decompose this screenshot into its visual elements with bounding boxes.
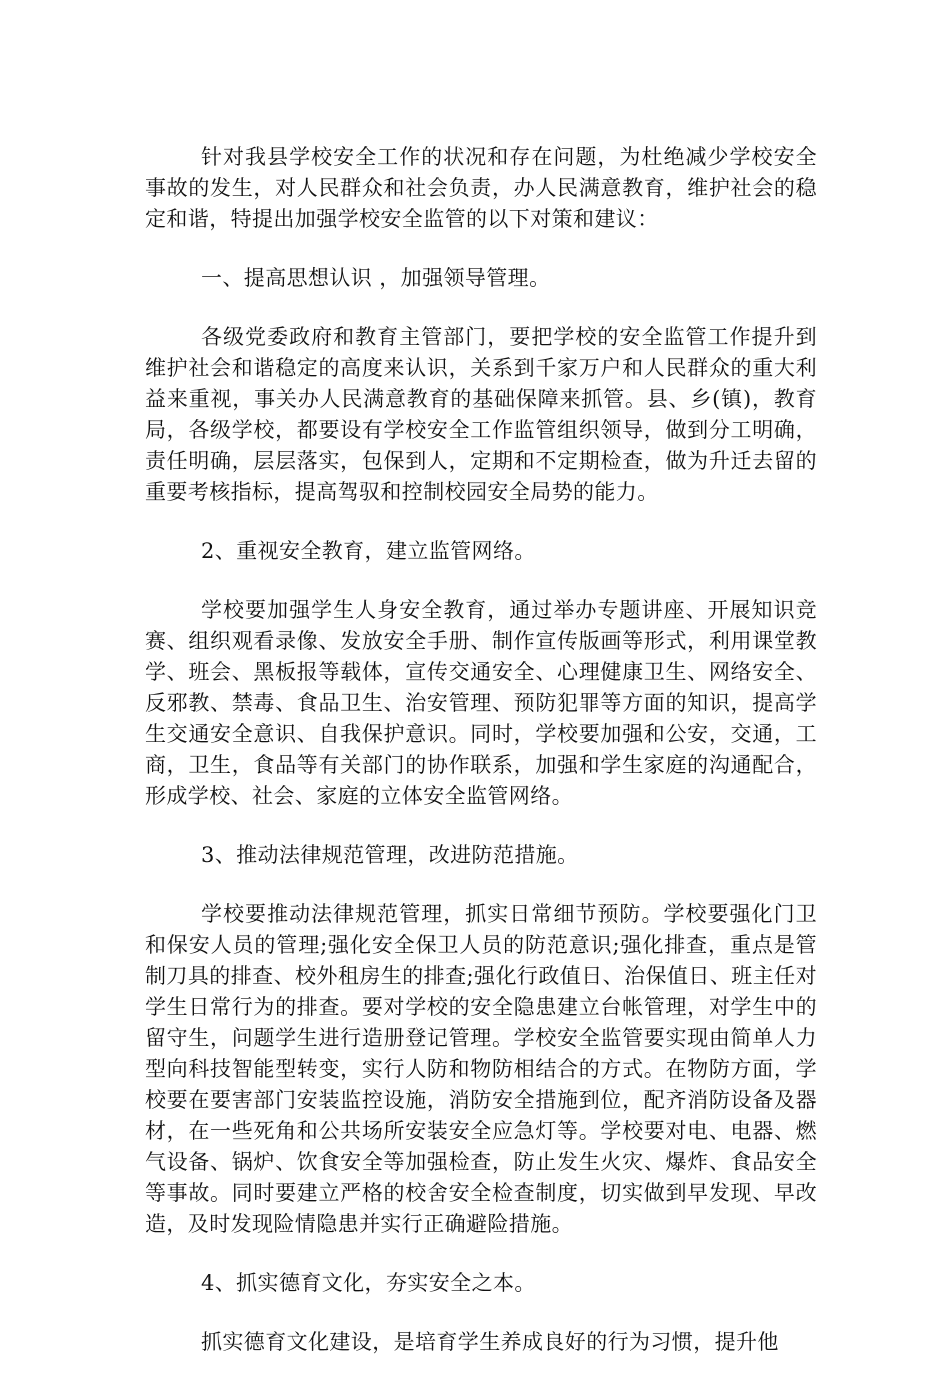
section-heading-4: 4、抓实德育文化，夯实安全之本。 xyxy=(201,1271,536,1295)
section-paragraph-1: 各级党委政府和教育主管部门，要把学校的安全监管工作提升到维护社会和谐稳定的高度来认识，关系到千家万户和人民群众的重大利益来重视，事关办人民满意教育的基础保障来抓管。县、乡(镇)，教育局，各级学校，都要设有学校安全工作监管组织领导，做到分工明确，责任明确，层层落实，包保到人，定期和不定期检查，做为升迁去留的重要考核指标，提高驾驭和控制校园安全局势的能力。 xyxy=(145,325,817,504)
section-heading-3: 3、推动法律规范管理，改进防范措施。 xyxy=(201,843,579,867)
document-body xyxy=(145,142,817,1386)
section-paragraph-4: 抓实德育文化建设，是培育学生养成良好的行为习惯，提升他 xyxy=(201,1330,779,1354)
section-paragraph-2: 学校要加强学生人身安全教育，通过举办专题讲座、开展知识竞赛、组织观看录像、发放安全手册、制作宣传版画等形式，利用课堂教学、班会、黑板报等载体，宣传交通安全、心理健康卫生、网络安全、反邪教、禁毒、食品卫生、治安管理、预防犯罪等方面的知识，提高学生交通安全意识、自我保护意识。同时，学校要加强和公安，交通，工商，卫生，食品等有关部门的协作联系，加强和学生家庭的沟通配合，形成学校、社会、家庭的立体安全监管网络。 xyxy=(145,598,817,808)
section-heading-1: 一、提高思想认识 ，加强领导管理。 xyxy=(201,266,551,290)
section-paragraph-3: 学校要推动法律规范管理，抓实日常细节预防。学校要强化门卫和保安人员的管理;强化安全保卫人员的防范意识;强化排查，重点是管制刀具的排查、校外租房生的排查;强化行政值日、治保值日、班主任对学生日常行为的排查。要对学校的安全隐患建立台帐管理，对学生中的留守生，问题学生进行造册登记管理。学校安全监管要实现由简单人力型向科技智能型转变，实行人防和物防相结合的方式。在物防方面，学校要在要害部门安装监控设施，消防安全措施到位，配齐消防设备及器材，在一些死角和公共场所安装安全应急灯等。学校要对电、电器、燃气设备、锅炉、饮食安全等加强检查，防止发生火灾、爆炸、食品安全等事故。同时要建立严格的校舍安全检查制度，切实做到早发现、早改造，及时发现险情隐患并实行正确避险措施。 xyxy=(145,902,817,1236)
section-heading-2: 2、重视安全教育，建立监管网络。 xyxy=(201,539,536,563)
intro-paragraph: 针对我县学校安全工作的状况和存在问题，为杜绝减少学校安全事故的发生，对人民群众和社会负责，办人民满意教育，维护社会的稳定和谐，特提出加强学校安全监管的以下对策和建议： xyxy=(145,145,817,231)
